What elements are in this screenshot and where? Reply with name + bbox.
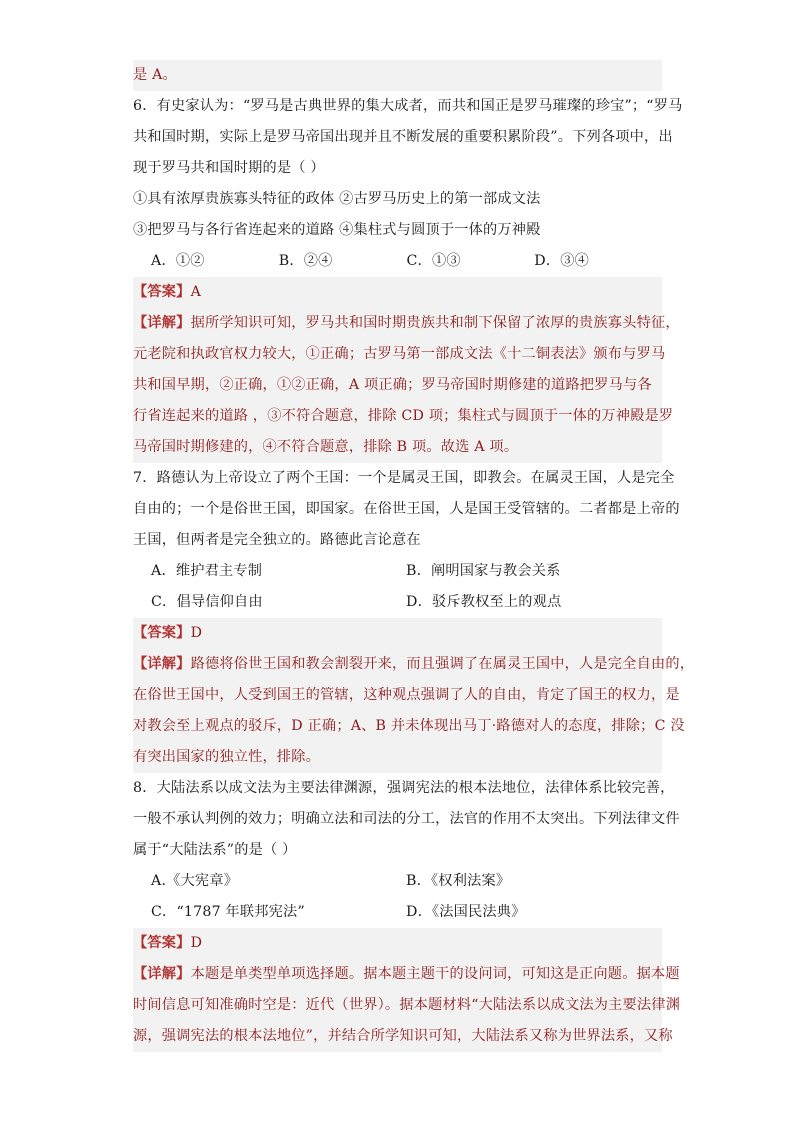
question-7 xyxy=(133,463,695,773)
answer-tag: 【答案】 xyxy=(133,284,191,300)
option-b: B．②④ xyxy=(278,253,333,269)
option-c: C．①③ xyxy=(406,253,461,269)
question-stem-line: 一般不承认判例的效力；明确立法和司法的分工，法官的作用不太突出。下列法律文件 xyxy=(133,811,680,827)
question-6 xyxy=(133,91,683,463)
answer-line xyxy=(133,618,662,649)
option-d: D．驳斥教权至上的观点 xyxy=(406,594,562,610)
detail-line: 行省连起来的道路 ，③不符合题意，排除 CD 项；集柱式与圆顶于一体的万神殿是罗 xyxy=(133,408,674,424)
detail-tag: 【详解】 xyxy=(133,315,191,331)
answer-tag: 【答案】 xyxy=(133,625,191,641)
prev-answer-tail: 是 A。 xyxy=(133,60,662,91)
question-item-line: ①具有浓厚贵族寡头特征的政体 ②古罗马历史上的第一部成文法 xyxy=(133,191,541,207)
answer-options-row-2 xyxy=(133,587,662,618)
detail-line: 源，强调宪法的根本法地位”，并结合所学知识可知，大陆法系又称为世界法系，又称 xyxy=(133,1028,673,1044)
option-b: B．《权利法案》 xyxy=(406,873,511,889)
question-8 xyxy=(133,773,681,1052)
question-stem-line: 8．大陆法系以成文法为主要法律渊源，强调宪法的根本法地位，法律体系比较完善， xyxy=(133,780,675,796)
detail-block xyxy=(133,308,680,463)
option-c: C．倡导信仰自由 xyxy=(151,594,263,610)
answer-options xyxy=(133,246,662,277)
detail-block xyxy=(133,649,695,773)
question-stem-line: 7．路德认为上帝设立了两个王国：一个是属灵王国，即教会。在属灵王国，人是完全 xyxy=(133,470,675,486)
option-a: A.《大宪章》 xyxy=(151,873,239,889)
option-c: C．“1787 年联邦宪法” xyxy=(151,904,305,920)
answer-value: A xyxy=(190,284,202,300)
question-stem-line: 属于“大陆法系”的是（ ） xyxy=(133,842,297,858)
answer-line xyxy=(133,277,662,308)
option-a: A．①② xyxy=(151,253,205,269)
question-stem-line: 6．有史家认为：“罗马是古典世界的集大成者，而共和国正是罗马璀璨的珍宝”；“罗马 xyxy=(133,98,683,114)
answer-value: D xyxy=(190,625,203,641)
answer-options-row-2 xyxy=(133,897,662,928)
question-stem-line: 王国，但两者是完全独立的。路德此言论意在 xyxy=(133,532,421,548)
answer-options-row-1 xyxy=(133,866,662,897)
answer-line xyxy=(133,928,662,959)
question-item-line: ③把罗马与各行省连起来的道路 ④集柱式与圆顶于一体的万神殿 xyxy=(133,222,541,238)
option-a: A．维护君主专制 xyxy=(151,563,263,579)
option-d: D．③④ xyxy=(534,253,589,269)
detail-line: 对教会至上观点的驳斥，D 正确；A、B 并未体现出马丁·路德对人的态度，排除；C 没 xyxy=(133,718,685,734)
detail-line: 有突出国家的独立性，排除。 xyxy=(133,749,321,765)
document-page xyxy=(133,60,695,1052)
detail-line: 共和国早期，②正确，①②正确，A 项正确；罗马帝国时期修建的道路把罗马与各 xyxy=(133,377,652,393)
question-stem-line: 自由的；一个是俗世王国，即国家。在俗世王国，人是国王受管辖的。二者都是上帝的 xyxy=(133,501,680,517)
detail-line: 【详解】路德将俗世王国和教会割裂开来，而且强调了在属灵王国中，人是完全自由的， xyxy=(133,656,695,672)
answer-options-row-1 xyxy=(133,556,662,587)
detail-line: 元老院和执政官权力较大，①正确；古罗马第一部成文法《十二铜表法》颁布与罗马 xyxy=(133,346,666,362)
option-b: B．阐明国家与教会关系 xyxy=(406,563,561,579)
detail-line: 时间信息可知准确时空是：近代（世界）。据本题材料“大陆法系以成文法为主要法律渊 xyxy=(133,997,681,1013)
question-stem-line: 共和国时期，实际上是罗马帝国出现并且不断发展的重要积累阶段”。下列各项中，出 xyxy=(133,129,673,145)
answer-value: D xyxy=(190,935,203,951)
detail-line: 在俗世王国中，人受到国王的管辖，这种观点强调了人的自由，肯定了国王的权力，是 xyxy=(133,687,680,703)
detail-line: 【详解】本题是单类型单项选择题。据本题主题干的设问词，可知这是正向题。据本题 xyxy=(133,966,680,982)
answer-tag: 【答案】 xyxy=(133,935,191,951)
question-stem-line: 现于罗马共和国时期的是（ ） xyxy=(133,160,325,176)
detail-line: 马帝国时期修建的，④不符合题意，排除 B 项。故选 A 项。 xyxy=(133,439,519,455)
option-d: D．《法国民法典》 xyxy=(406,904,526,920)
detail-block xyxy=(133,959,681,1052)
detail-tag: 【详解】 xyxy=(133,656,191,672)
detail-tag: 【详解】 xyxy=(133,966,191,982)
detail-line: 【详解】据所学知识可知，罗马共和国时期贵族共和制下保留了浓厚的贵族寡头特征， xyxy=(133,315,680,331)
